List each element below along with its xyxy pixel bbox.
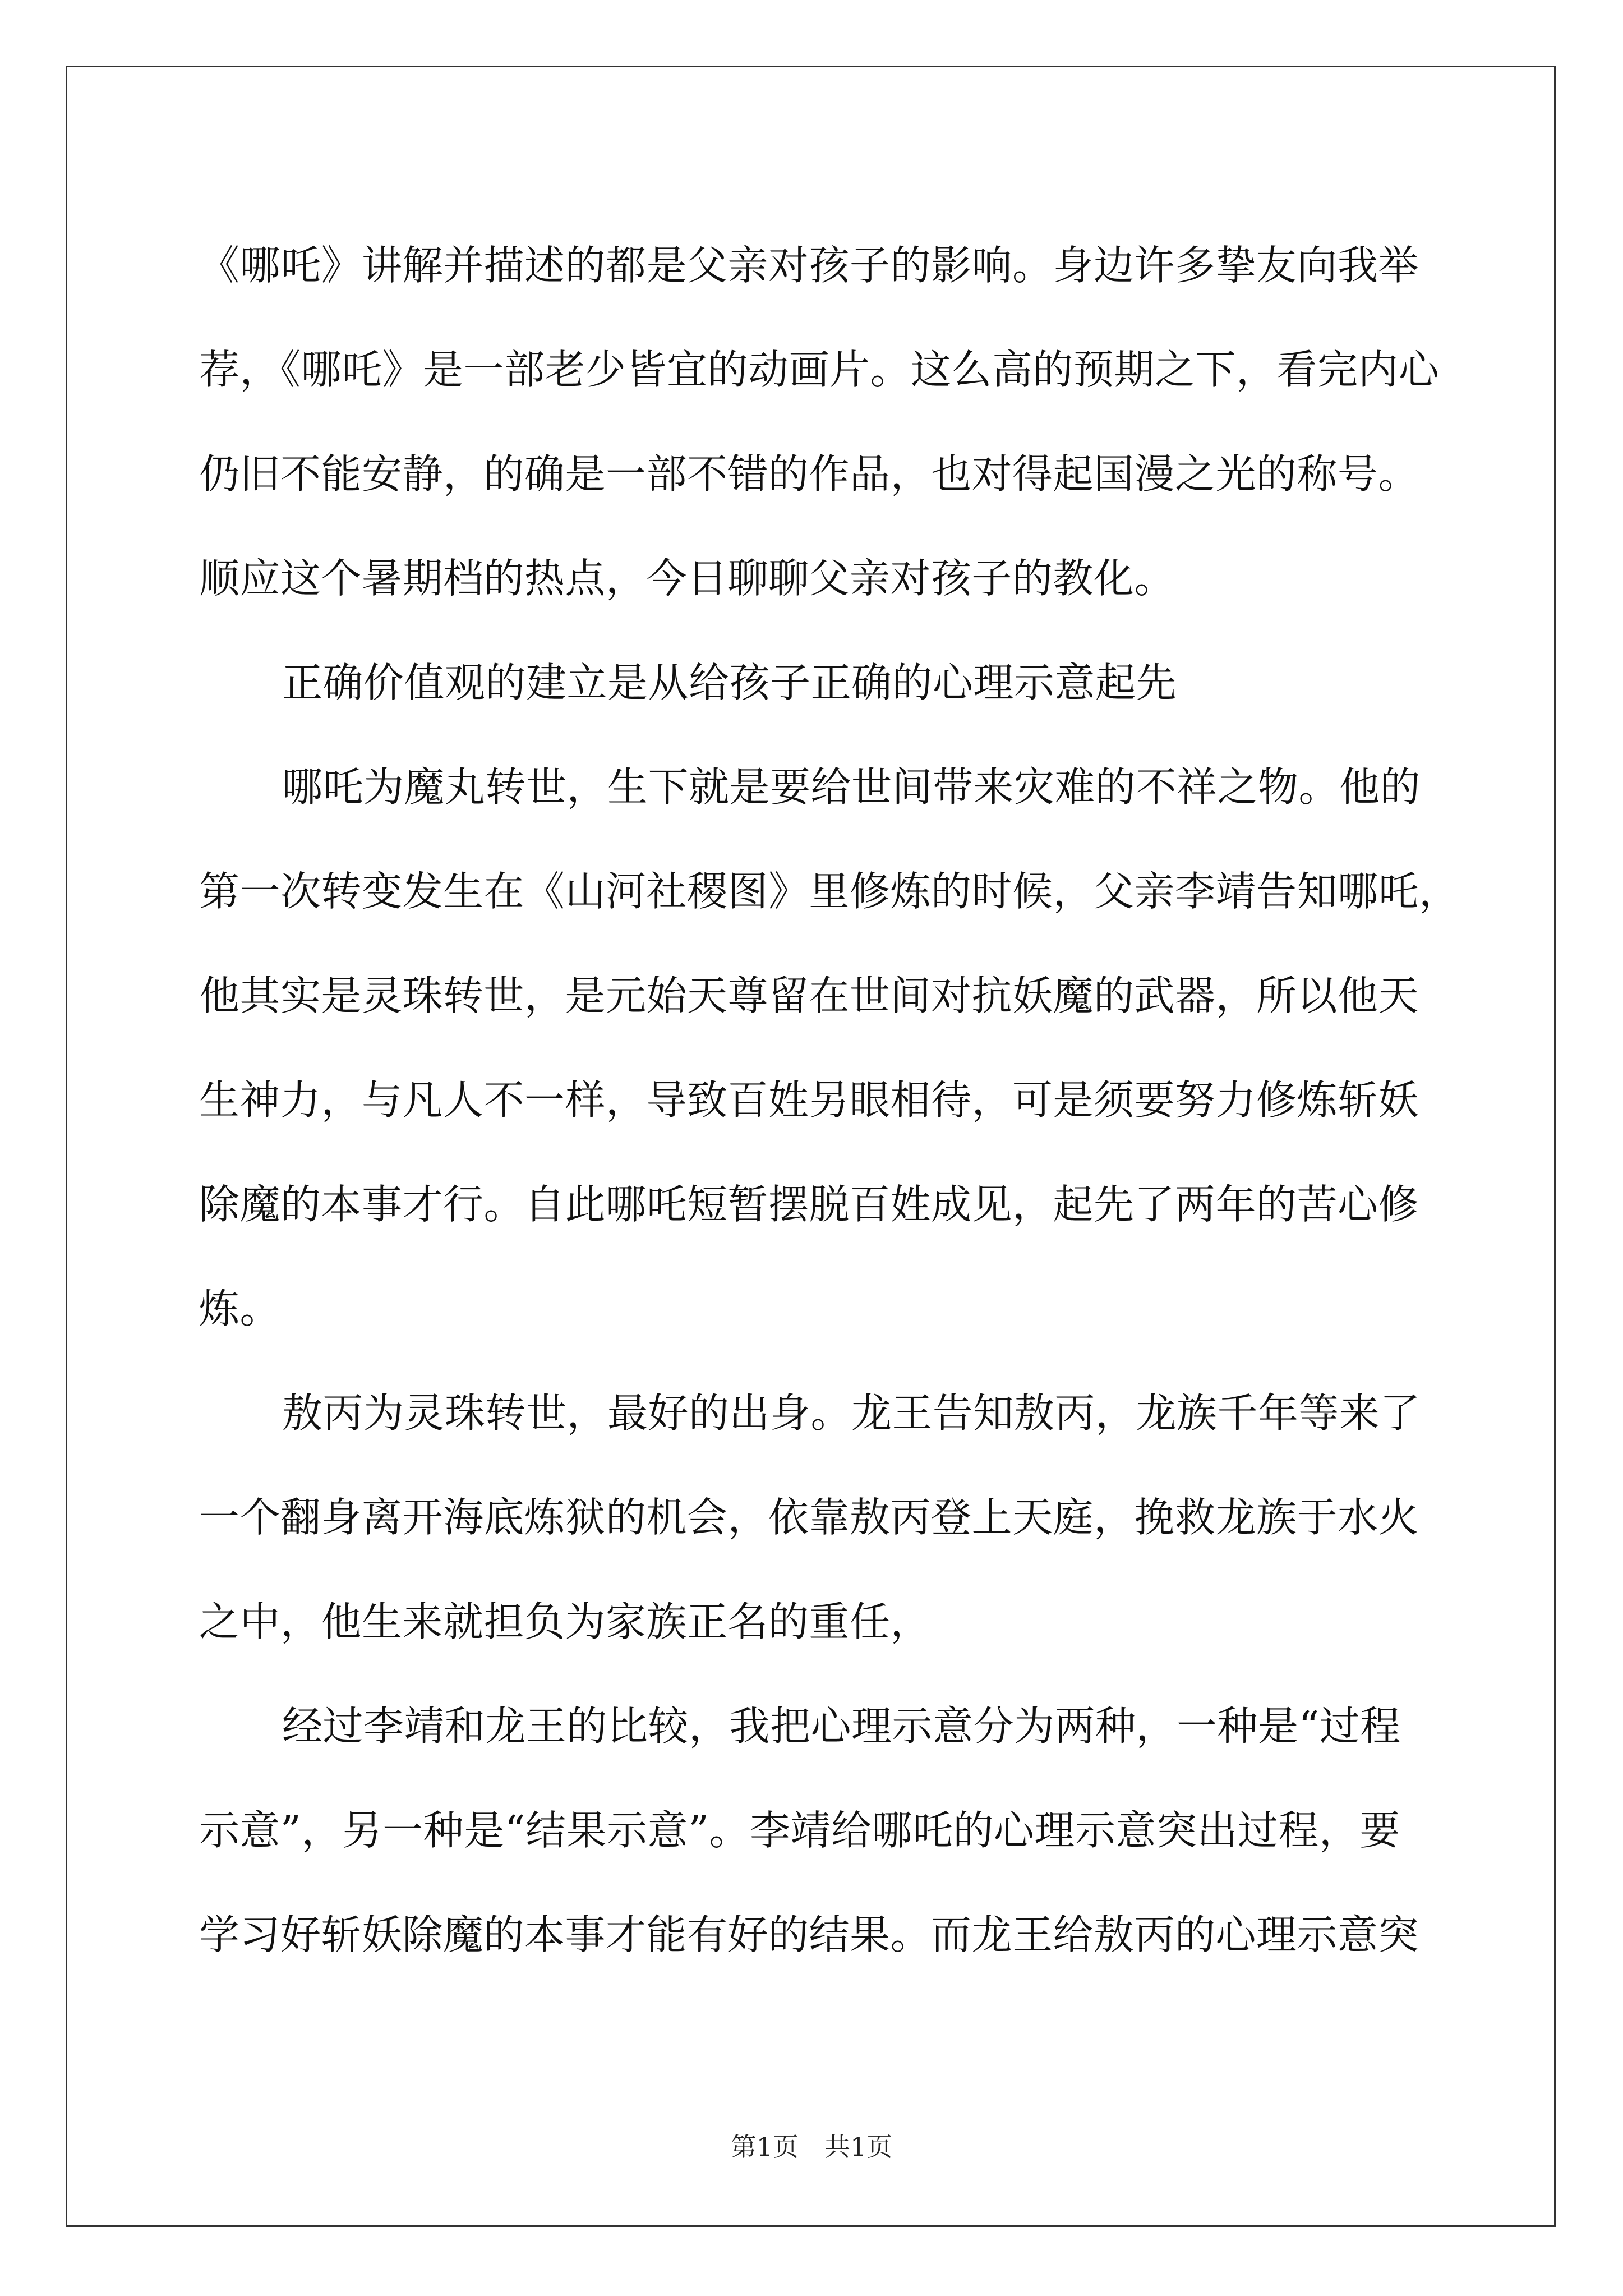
text-line: 学习好斩妖除魔的本事才能有好的结果。而龙王给敖丙的心理示意突 bbox=[199, 1911, 1419, 1958]
text-line: 示意”，另一种是“结果示意”。李靖给哪吒的心理示意突出过程，要 bbox=[199, 1807, 1400, 1854]
text-line: 除魔的本事才行。自此哪吒短暂摆脱百姓成见，起先了两年的苦心修 bbox=[199, 1181, 1419, 1228]
text-line: 之中，他生来就担负为家族正名的重任， bbox=[199, 1598, 932, 1645]
text-line: 《哪吒》讲解并描述的都是父亲对孩子的影响。身边许多挚友向我举 bbox=[199, 242, 1419, 289]
text-line: 第一次转变发生在《山河社稷图》里修炼的时候，父亲李靖告知哪吒， bbox=[199, 868, 1460, 915]
text-line: 顺应这个暑期档的热点，今日聊聊父亲对孩子的教化。 bbox=[199, 555, 1175, 602]
text-line: 敖丙为灵珠转世，最好的出身。龙王告知敖丙，龙族千年等来了 bbox=[282, 1389, 1421, 1437]
text-line: 经过李靖和龙王的比较，我把心理示意分为两种，一种是“过程 bbox=[282, 1703, 1401, 1750]
section-heading: 正确价值观的建立是从给孩子正确的心理示意起先 bbox=[282, 659, 1177, 706]
text-line: 哪吒为魔丸转世，生下就是要给世间带来灾难的不祥之物。他的 bbox=[282, 763, 1421, 811]
text-line: 生神力，与凡人不一样，导致百姓另眼相待，可是须要努力修炼斩妖 bbox=[199, 1076, 1419, 1124]
text-line: 荐，《哪吒》是一部老少皆宜的动画片。这么高的预期之下，看完内心 bbox=[199, 346, 1440, 393]
page-footer: 第1页 共1页 bbox=[730, 2132, 893, 2162]
text-line: 一个翻身离开海底炼狱的机会，依靠敖丙登上天庭，挽救龙族于水火 bbox=[199, 1494, 1419, 1541]
document-body bbox=[199, 213, 1460, 1987]
text-line: 仍旧不能安静，的确是一部不错的作品，也对得起国漫之光的称号。 bbox=[199, 450, 1419, 498]
text-line: 炼。 bbox=[199, 1285, 281, 1332]
text-line: 他其实是灵珠转世，是元始天尊留在世间对抗妖魔的武器，所以他天 bbox=[199, 972, 1419, 1019]
